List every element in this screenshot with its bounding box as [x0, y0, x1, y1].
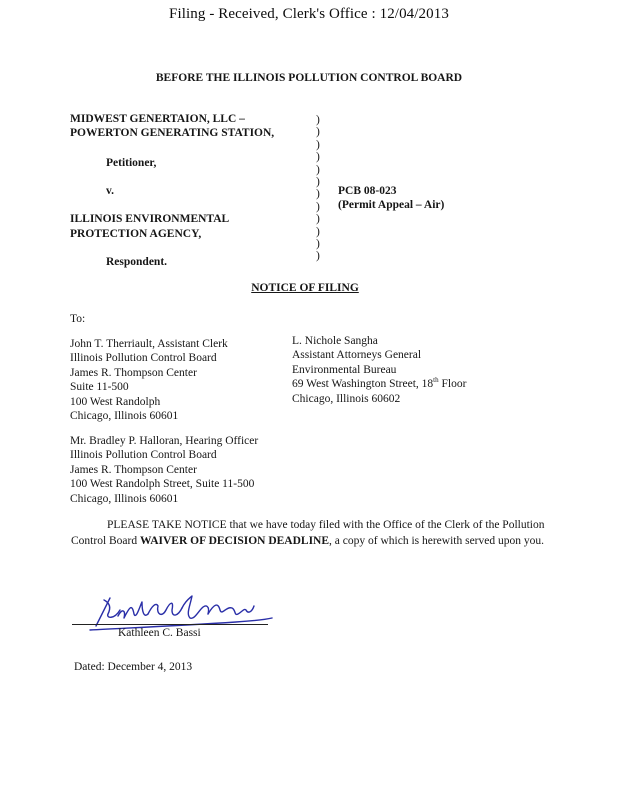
notice-body-text-end: , a copy of which is herewith served upon you. — [329, 535, 544, 547]
notice-body — [71, 517, 547, 549]
caption-parenthesis-column — [316, 114, 320, 263]
caption-paren: ) — [316, 188, 320, 201]
case-number: PCB 08-023 — [338, 185, 397, 197]
caption-paren: ) — [316, 237, 320, 250]
address-line: Illinois Pollution Control Board — [70, 352, 217, 365]
caption-paren: ) — [316, 126, 320, 139]
case-type: (Permit Appeal – Air) — [338, 199, 445, 211]
respondent-role: Respondent. — [106, 256, 168, 268]
filing-stamp: Filing - Received, Clerk's Office : 12/04/2013 — [169, 6, 449, 22]
signer-name: Kathleen C. Bassi — [118, 627, 201, 639]
caption-paren: ) — [316, 200, 320, 213]
board-title: BEFORE THE ILLINOIS POLLUTION CONTROL BOARD — [155, 72, 463, 84]
address-line: Chicago, Illinois 60601 — [70, 409, 179, 422]
address-line: Chicago, Illinois 60602 — [292, 392, 401, 405]
address-line: Illinois Pollution Control Board — [70, 449, 217, 462]
address-line: Mr. Bradley P. Halloran, Hearing Officer — [70, 435, 259, 447]
petitioner-role: Petitioner, — [106, 157, 157, 169]
caption-paren: ) — [316, 213, 320, 226]
caption-paren: ) — [316, 114, 320, 126]
respondent-name-line2: PROTECTION AGENCY, — [70, 228, 202, 240]
address-line: 100 West Randolph — [70, 395, 161, 408]
notice-title: NOTICE OF FILING — [251, 282, 359, 294]
caption-paren: ) — [316, 225, 320, 238]
address-line: Assistant Attorneys General — [292, 349, 422, 362]
to-label: To: — [70, 313, 86, 325]
petitioner-name-line1: MIDWEST GENERTAION, LLC – — [70, 113, 245, 125]
caption-paren: ) — [316, 250, 320, 263]
address-line: Chicago, Illinois 60601 — [70, 492, 179, 505]
address-line: James R. Thompson Center — [70, 366, 197, 379]
recipient-agency-address — [292, 334, 466, 406]
dated-line: Dated: December 4, 2013 — [74, 661, 193, 673]
street-text: 69 West Washington Street, 18 — [292, 378, 434, 391]
address-line: James R. Thompson Center — [70, 463, 197, 476]
caption-paren: ) — [316, 163, 320, 176]
street-floor: Floor — [438, 378, 467, 391]
address-line-street — [292, 377, 466, 391]
caption-paren: ) — [316, 151, 320, 164]
address-line: John T. Therriault, Assistant Clerk — [70, 338, 228, 350]
signature-line — [72, 624, 268, 625]
filed-document-name: WAIVER OF DECISION DEADLINE — [140, 535, 330, 547]
caption-paren: ) — [316, 175, 320, 188]
address-line: Environmental Bureau — [292, 363, 397, 376]
respondent-name-line1: ILLINOIS ENVIRONMENTAL — [70, 213, 230, 225]
petitioner-name-line2: POWERTON GENERATING STATION, — [70, 127, 275, 139]
notice-body-text: PLEASE TAKE NOTICE that we have today filed with the Office of the Clerk of the Pollution Control Board — [71, 519, 545, 547]
address-line: Suite 11-500 — [70, 381, 129, 394]
recipient-hearing-officer-address — [70, 434, 258, 506]
caption-paren: ) — [316, 138, 320, 151]
versus-label: v. — [106, 185, 114, 197]
recipient-clerk-address — [70, 337, 228, 423]
address-line: L. Nichole Sangha — [292, 335, 378, 347]
address-line: 100 West Randolph Street, Suite 11-500 — [70, 478, 255, 491]
street-superscript: th — [433, 376, 439, 385]
